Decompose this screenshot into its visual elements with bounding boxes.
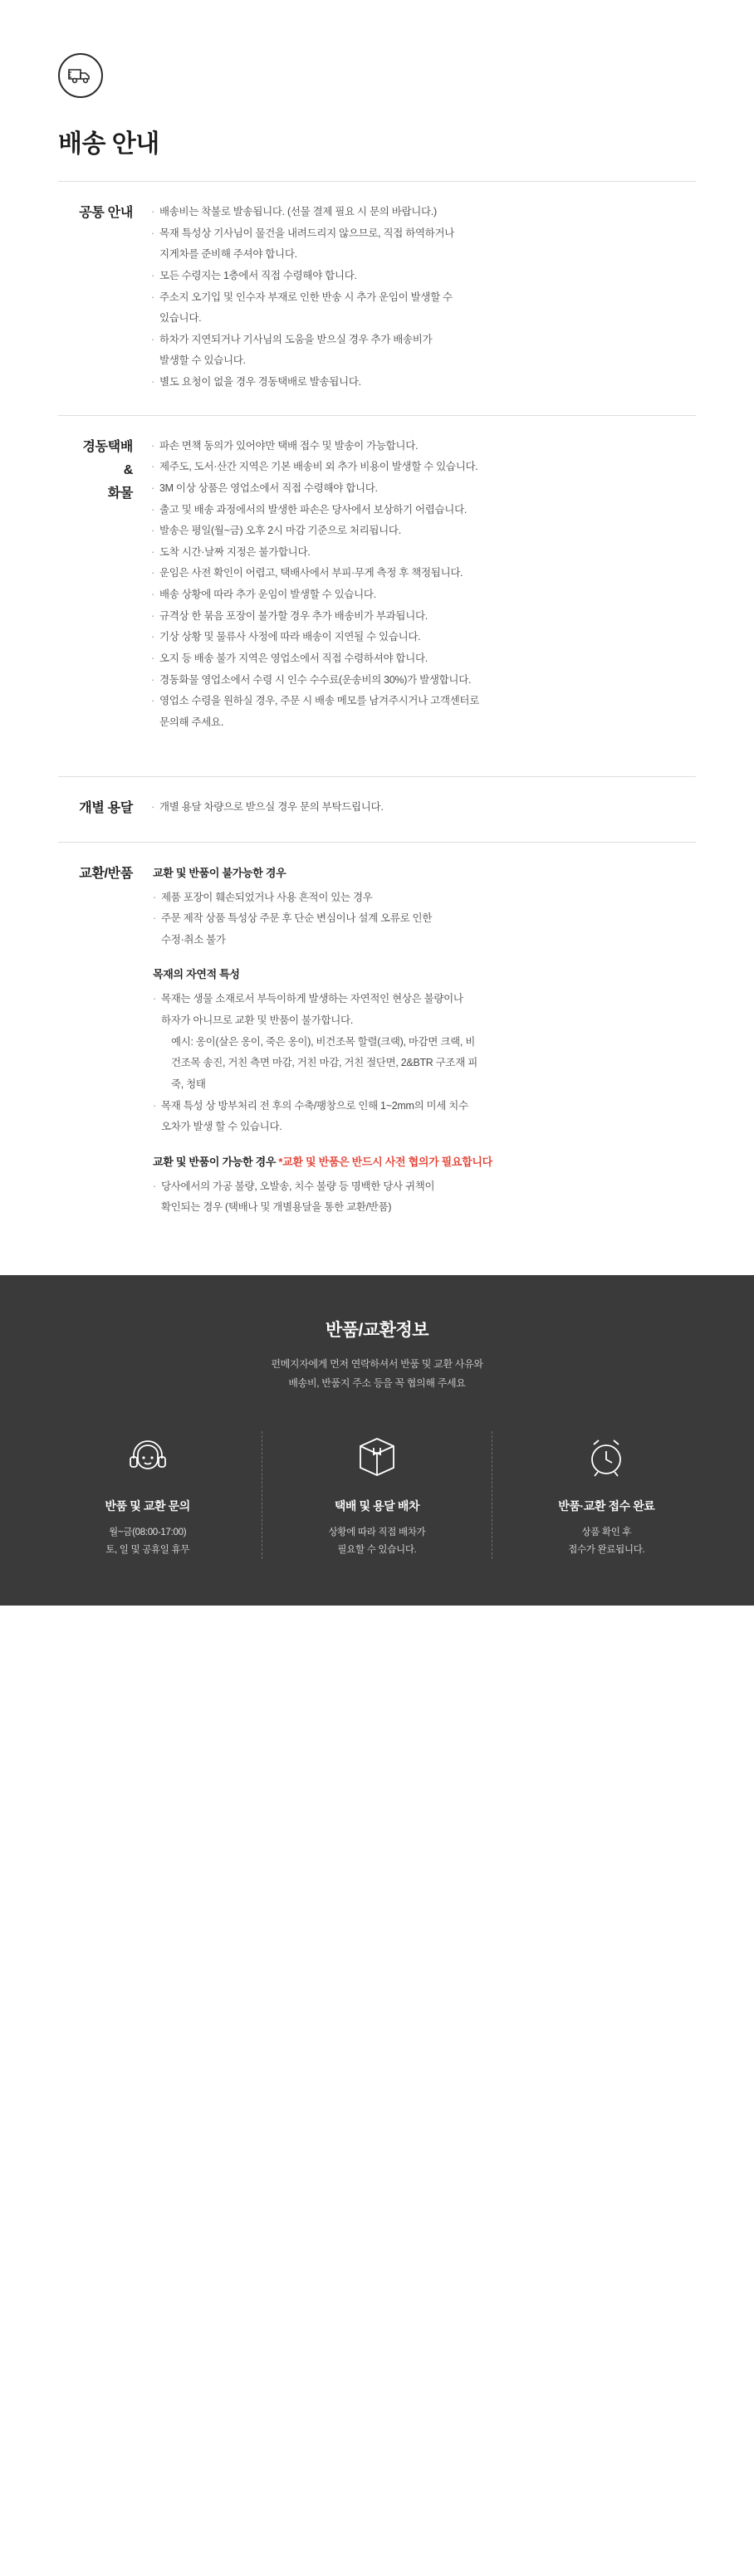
list-item: 발생할 수 있습니다. [159,354,246,367]
list-item: · 배송 상황에 따라 추가 운임이 발생할 수 있습니다. [151,584,696,606]
section-label-line: 경동택배 [82,439,133,454]
list-item: · 주소지 오기입 및 인수자 부재로 인한 반송 시 추가 운임이 발생할 수 [151,287,696,309]
subsection-heading-text: 교환 및 반품이 가능한 경우 [153,1155,279,1168]
footer-return-exchange-info [0,1275,754,1606]
list-item: · 주문 제작 상품 특성상 주문 후 단순 변심이나 설계 오류로 인한 [153,908,696,930]
list-item: · 발송은 평일(월~금) 오후 2시 마감 기준으로 처리됩니다. [151,521,696,542]
list-item: 지게차를 준비해 주셔야 합니다. [159,248,297,261]
section-individual-delivery [58,777,696,841]
footer-card-line: 토, 일 및 공휴일 휴무 [105,1544,190,1555]
section-item-list [151,202,696,393]
list-item: · 파손 면책 동의가 있어야만 택배 접수 및 발송이 가능합니다. [151,436,696,457]
list-item: · 목재 특성상 기사님이 물건을 내려드리지 않으므로, 직접 하역하거나 [151,223,696,245]
footer-title: 반품/교환정보 [325,1321,429,1341]
headset-operator-icon [45,1431,250,1483]
list-item: · 목재는 생물 소재로서 부득이하게 발생하는 자연적인 현상은 불량이나 [153,989,696,1010]
section-label-line: 화물 [107,486,133,501]
footer-card-title: 반품·교환 접수 완료 [558,1498,655,1513]
top-section [0,0,754,1240]
footer-card-line: 접수가 완료됩니다. [568,1544,645,1555]
alarm-clock-icon [504,1431,709,1483]
subsection-item-list [153,989,696,1137]
section-label-line: & [123,462,133,477]
list-item: · 규격상 한 묶음 포장이 불가할 경우 추가 배송비가 부과됩니다. [151,606,696,628]
list-item: · 개별 용달 차량으로 받으실 경우 문의 부탁드립니다. [151,797,696,819]
footer-card-line: 상황에 따라 직접 배차가 [328,1527,426,1537]
list-item: · 영업소 수령을 원하실 경우, 주문 시 배송 메모를 남겨주시거나 고객센터로 [151,691,696,712]
section-label: 공통 안내 [79,206,133,220]
subsection-heading-allowed [153,1151,696,1173]
section-common-guide [58,182,696,415]
footer-subtitle [33,1355,721,1393]
footer-card-line: 월~금(08:00-17:00) [109,1527,187,1537]
list-item: · 목재 특성 상 방부처리 전 후의 수축/팽창으로 인해 1~2mm의 미세 치수 [153,1096,696,1117]
subsection-heading-accent: *교환 및 반품은 반드시 사전 협의가 필요합니다 [278,1155,492,1168]
section-label: 개별 용달 [79,801,133,816]
footer-card-title: 택배 및 용달 배차 [334,1498,420,1513]
list-item: · 제주도, 도서·산간 지역은 기본 배송비 외 추가 비용이 발생할 수 있습니다. [151,457,696,478]
list-item: · 하차가 지연되거나 기사님의 도움을 받으실 경우 추가 배송비가 [151,330,696,351]
list-item: · 제품 포장이 훼손되었거나 사용 흔적이 있는 경우 [153,887,696,909]
section-exchange-return [58,843,696,1241]
section-kyungdong-delivery [58,416,696,755]
list-item: 수정·취소 불가 [161,933,226,946]
footer-card-text [45,1524,250,1560]
list-item: · 운임은 사전 확인이 어렵고, 택배사에서 부피·무게 측정 후 책정됩니다. [151,563,696,584]
package-box-icon [274,1431,479,1483]
list-item: 확인되는 경우 (택배나 및 개별용달을 통한 교환/반품) [161,1201,392,1214]
list-item: · 모든 수령지는 1층에서 직접 수령해야 합니다. [151,266,696,287]
footer-card-list [33,1431,721,1560]
section-item-list [151,436,696,734]
list-item: · 배송비는 착불로 발송됩니다. (선물 결제 필요 시 문의 바랍니다.) [151,202,696,223]
list-item: 오차가 발생 할 수 있습니다. [161,1121,282,1133]
list-item: 있습니다. [159,312,202,325]
list-item: · 3M 이상 상품은 영업소에서 직접 수령해야 합니다. [151,478,696,500]
section-label: 교환/반품 [79,866,133,881]
delivery-truck-icon [58,53,103,98]
list-item: 예시: 옹이(살은 옹이, 죽은 옹이), 비건조목 할렬(크랙), 마감면 크랙, 비 [171,1035,476,1048]
list-item: 하자가 아니므로 교환 및 반품이 불가합니다. [161,1014,353,1027]
list-item: · 경동화물 영업소에서 수령 시 인수 수수료(운송비의 30%)가 발생합니다. [151,670,696,692]
page-title: 배송 안내 [58,130,159,158]
footer-subtitle-line: 배송비, 반품지 주소 등을 꼭 협의해 주세요 [288,1376,466,1389]
footer-card-inquiry [33,1431,262,1560]
list-item: · 도착 시간·날짜 지정은 불가합니다. [151,542,696,564]
footer-card-text [504,1524,709,1560]
subsection-item-list [153,887,696,951]
footer-card-title: 반품 및 교환 문의 [105,1498,190,1513]
list-item: · 오지 등 배송 불가 지역은 영업소에서 직접 수령하셔야 합니다. [151,648,696,670]
list-item: · 당사에서의 가공 불량, 오발송, 치수 불량 등 명백한 당사 귀책이 [153,1176,696,1198]
list-item: · 별도 요청이 없을 경우 경동택배로 발송됩니다. [151,372,696,393]
list-item: 문의해 주세요. [159,716,223,728]
section-label [58,436,151,506]
subsection-item-list [153,1176,696,1219]
footer-card-line: 상품 확인 후 [581,1527,632,1537]
list-item: · 기상 상황 및 물류사 사정에 따라 배송이 지연될 수 있습니다. [151,627,696,648]
list-item: 건조목 송진, 거친 측면 마감, 거친 마감, 거친 절단면, 2&BTR 구조재 피 [171,1057,477,1069]
subsection-heading-not-allowed: 교환 및 반품이 불가능한 경우 [153,866,286,879]
subsection-heading-wood-traits: 목재의 자연적 특성 [153,968,240,981]
section-item-list [151,797,696,819]
list-item: 죽, 청태 [171,1078,206,1090]
footer-card-dispatch [262,1431,491,1560]
footer-card-text [274,1524,479,1560]
footer-subtitle-line: 펀메지자에게 먼저 연락하셔서 반품 및 교환 사유와 [271,1358,483,1371]
footer-card-completed [492,1431,721,1560]
footer-card-line: 필요할 수 있습니다. [337,1544,417,1555]
list-item: · 출고 및 배송 과정에서의 발생한 파손은 당사에서 보상하기 어렵습니다. [151,500,696,521]
